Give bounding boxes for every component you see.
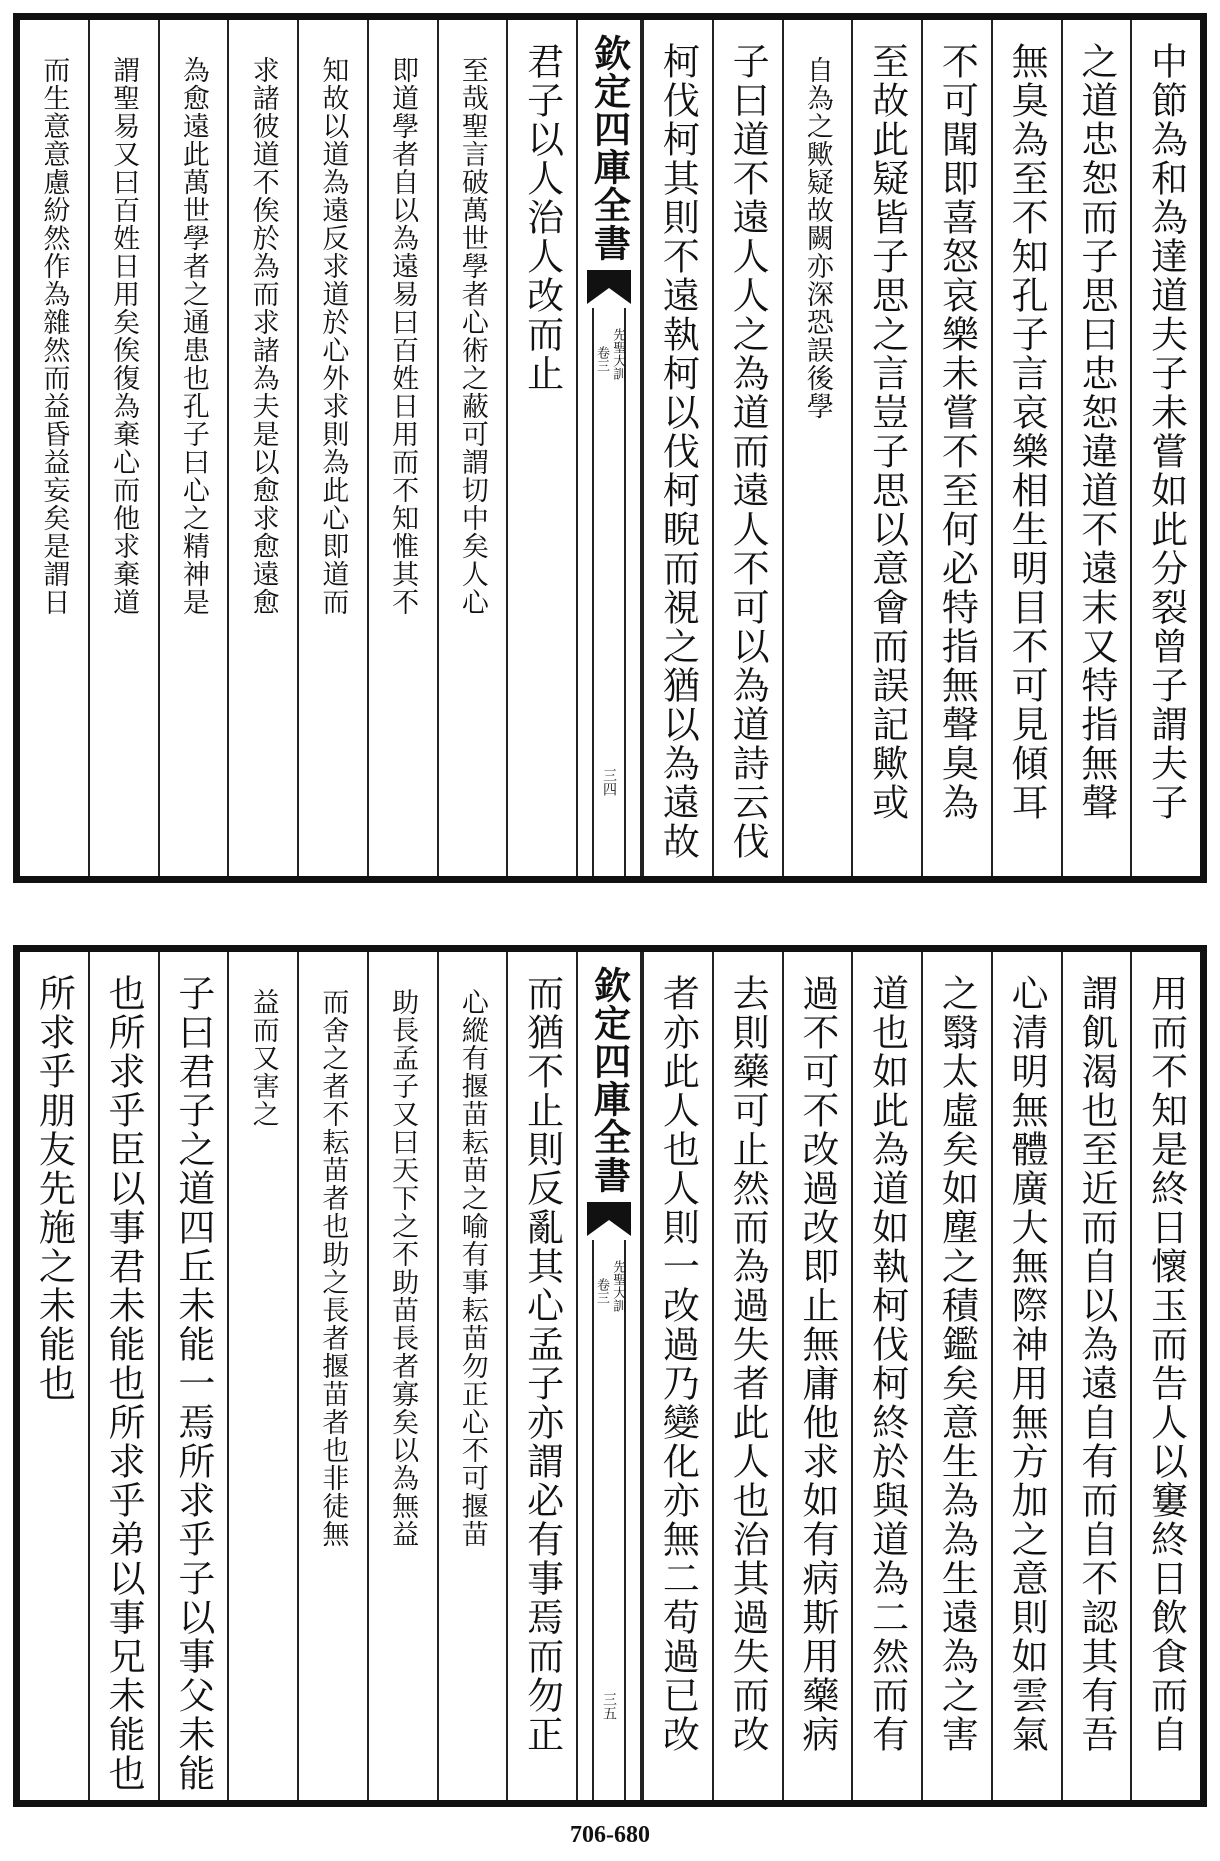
text-column: 即道學者自以為遠易曰百姓日用而不知惟其不 bbox=[367, 20, 437, 876]
text-column: 所求乎朋友先施之未能也 bbox=[32, 974, 76, 1403]
text-column: 心縱有揠苗耘苗之喻有事耘苗勿正心不可揠苗 bbox=[437, 952, 507, 1800]
text-column: 者亦此人也人則一改過乃變化亦無二苟過已改 bbox=[642, 952, 712, 1800]
text-column: 至故此疑皆子思之言豈子思以意會而誤記歟或 bbox=[851, 20, 921, 876]
book-title: 先聖大訓 bbox=[610, 328, 626, 380]
text-column: 君子以人治人改而止 bbox=[506, 20, 576, 876]
volume-label: 卷三 bbox=[594, 1278, 609, 1304]
text-column: 無臭為至不知孔子言哀樂相生明目不可見傾耳 bbox=[991, 20, 1061, 876]
text-column: 求諸彼道不俟於為而求諸為夫是以愈求愈遠愈 bbox=[227, 20, 297, 876]
page-number: 三四 bbox=[601, 768, 617, 796]
center-meta-box bbox=[592, 308, 626, 876]
library-title: 欽定四庫全書 bbox=[587, 34, 632, 262]
volume-label: 卷三 bbox=[594, 346, 609, 372]
text-column: 之翳太虛矣如塵之積鑑矣意生為為生遠為之害 bbox=[921, 952, 991, 1800]
text-column: 也所求乎臣以事君未能也所求乎弟以事兄未能也 bbox=[88, 952, 158, 1800]
top-page-frame bbox=[13, 13, 1207, 883]
text-column: 至哉聖言破萬世學者心術之蔽可謂切中矣人心 bbox=[437, 20, 507, 876]
text-column: 道也如此為道如執柯伐柯終於與道為二然而有 bbox=[851, 952, 921, 1800]
text-column: 知故以道為遠反求道於心外求則為此心即道而 bbox=[297, 20, 367, 876]
text-column: 子曰道不遠人人之為道而遠人不可以為道詩云伐 bbox=[712, 20, 782, 876]
text-column: 益而又害之 bbox=[227, 952, 297, 1800]
text-column: 為愈遠此萬世學者之通患也孔子曰心之精神是 bbox=[158, 20, 228, 876]
fish-tail-mark-icon bbox=[587, 270, 631, 304]
text-column: 不可聞即喜怒哀樂未嘗不至何必特指無聲臭為 bbox=[921, 20, 991, 876]
text-column: 而猶不止則反亂其心孟子亦謂必有事焉而勿正 bbox=[506, 952, 576, 1800]
page-code: 706-680 bbox=[570, 1822, 650, 1848]
text-column: 而生意意慮紛然作為雜然而益昏益妄矣是謂日 bbox=[38, 56, 70, 616]
text-column: 用而不知是終日懷玉而告人以窶終日飲食而自 bbox=[1130, 952, 1200, 1800]
text-column: 之道忠恕而子思曰忠恕違道不遠末又特指無聲 bbox=[1061, 20, 1131, 876]
text-column: 柯伐柯其則不遠執柯以伐柯睨而視之猶以為遠故 bbox=[642, 20, 712, 876]
page-number: 三五 bbox=[601, 1692, 617, 1720]
text-column: 中節為和為達道夫子未嘗如此分裂曾子謂夫子 bbox=[1130, 20, 1200, 876]
text-column: 助長孟子又曰天下之不助苗長者寡矣以為無益 bbox=[367, 952, 437, 1800]
text-column: 子曰君子之道四丘未能一焉所求乎子以事父未能 bbox=[158, 952, 228, 1800]
bottom-page-columns bbox=[20, 952, 1200, 1800]
text-column: 去則藥可止然而為過失者此人也治其過失而改 bbox=[712, 952, 782, 1800]
fish-tail-mark-icon bbox=[587, 1202, 631, 1236]
center-margin-column bbox=[576, 20, 642, 876]
text-column: 自為之歟疑故闕亦深恐誤後學 bbox=[782, 20, 852, 876]
bottom-page-frame bbox=[13, 945, 1207, 1807]
library-title: 欽定四庫全書 bbox=[587, 966, 632, 1194]
center-margin-column bbox=[576, 952, 642, 1800]
text-column: 謂飢渴也至近而自以為遠自有而自不認其有吾 bbox=[1061, 952, 1131, 1800]
top-page-columns bbox=[20, 20, 1200, 876]
text-column: 過不可不改過改即止無庸他求如有病斯用藥病 bbox=[782, 952, 852, 1800]
text-column: 心清明無體廣大無際神用無方加之意則如雲氣 bbox=[991, 952, 1061, 1800]
center-meta-box bbox=[592, 1240, 626, 1800]
text-column: 謂聖易又曰百姓日用矣俟復為棄心而他求棄道 bbox=[88, 20, 158, 876]
text-column: 而舍之者不耘苗者也助之長者揠苗者也非徒無 bbox=[297, 952, 367, 1800]
book-title: 先聖大訓 bbox=[610, 1260, 626, 1312]
